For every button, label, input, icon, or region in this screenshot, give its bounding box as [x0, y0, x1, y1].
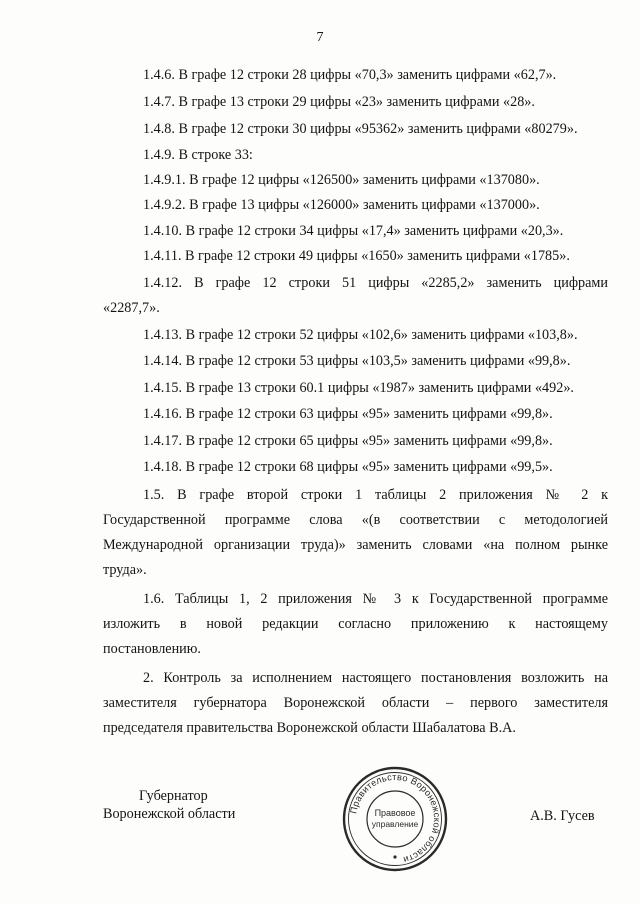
para-1-6-line1: 1.6. Таблицы 1, 2 приложения № 3 к Государственной программе	[143, 591, 608, 607]
item-1-4-12-line2: «2287,7».	[103, 300, 160, 316]
para-1-5-line1: 1.5. В графе второй строки 1 таблицы 2 приложения № 2 к	[143, 487, 608, 503]
para-2-line2: заместителя губернатора Воронежской области – первого заместителя	[103, 695, 608, 711]
item-1-4-6: 1.4.6. В графе 12 строки 28 цифры «70,3» заменить цифрами «62,7».	[143, 67, 557, 83]
stamp-star-icon	[393, 855, 396, 858]
position-region: Воронежской области	[103, 806, 236, 822]
item-1-4-10: 1.4.10. В графе 12 строки 34 цифры «17,4» заменить цифрами «20,3».	[143, 223, 564, 239]
item-1-4-18: 1.4.18. В графе 12 строки 68 цифры «95» заменить цифрами «99,5».	[143, 459, 553, 475]
item-1-4-14: 1.4.14. В графе 12 строки 53 цифры «103,5» заменить цифрами «99,8».	[143, 353, 571, 369]
item-1-4-9-2: 1.4.9.2. В графе 13 цифры «126000» заменить цифрами «137000».	[143, 197, 540, 213]
page-number: 7	[316, 30, 324, 45]
item-1-4-9-1: 1.4.9.1. В графе 12 цифры «126500» заменить цифрами «137080».	[143, 172, 540, 188]
official-stamp	[341, 765, 449, 873]
item-1-4-16: 1.4.16. В графе 12 строки 63 цифры «95» заменить цифрами «99,8».	[143, 406, 553, 422]
para-1-6-line3: постановлению.	[103, 641, 201, 657]
para-2-line3: председателя правительства Воронежской области Шабалатова В.А.	[103, 720, 516, 736]
signatory-name: А.В. Гусев	[530, 808, 595, 824]
stamp-center-line1: Правовое	[374, 808, 416, 818]
item-1-4-8: 1.4.8. В графе 12 строки 30 цифры «95362» заменить цифрами «80279».	[143, 121, 578, 137]
item-1-4-7: 1.4.7. В графе 13 строки 29 цифры «23» заменить цифрами «28».	[143, 94, 535, 110]
item-1-4-13: 1.4.13. В графе 12 строки 52 цифры «102,6» заменить цифрами «103,8».	[143, 327, 578, 343]
item-1-4-12-line1: 1.4.12. В графе 12 строки 51 цифры «2285,2» заменить цифрами	[143, 275, 608, 291]
para-1-6-line2: изложить в новой редакции согласно приложению к настоящему	[103, 616, 608, 632]
signature-position	[103, 787, 235, 823]
position-title: Губернатор	[139, 788, 208, 804]
para-2-line1: 2. Контроль за исполнением настоящего постановления возложить на	[143, 670, 608, 686]
stamp-ring-text: Правительство Воронежской области	[348, 771, 443, 866]
stamp-center-line2: управление	[371, 819, 419, 829]
para-1-5-line2: Государственной программе слова «(в соответствии с методологией	[103, 512, 608, 528]
item-1-4-15: 1.4.15. В графе 13 строки 60.1 цифры «1987» заменить цифрами «492».	[143, 380, 574, 396]
item-1-4-11: 1.4.11. В графе 12 строки 49 цифры «1650» заменить цифрами «1785».	[143, 248, 570, 264]
para-1-5-line3: Международной организации труда)» заменить словами «на полном рынке	[103, 537, 608, 553]
item-1-4-17: 1.4.17. В графе 12 строки 65 цифры «95» заменить цифрами «99,8».	[143, 433, 553, 449]
item-1-4-9: 1.4.9. В строке 33:	[143, 147, 253, 163]
para-1-5-line4: труда».	[103, 562, 147, 578]
